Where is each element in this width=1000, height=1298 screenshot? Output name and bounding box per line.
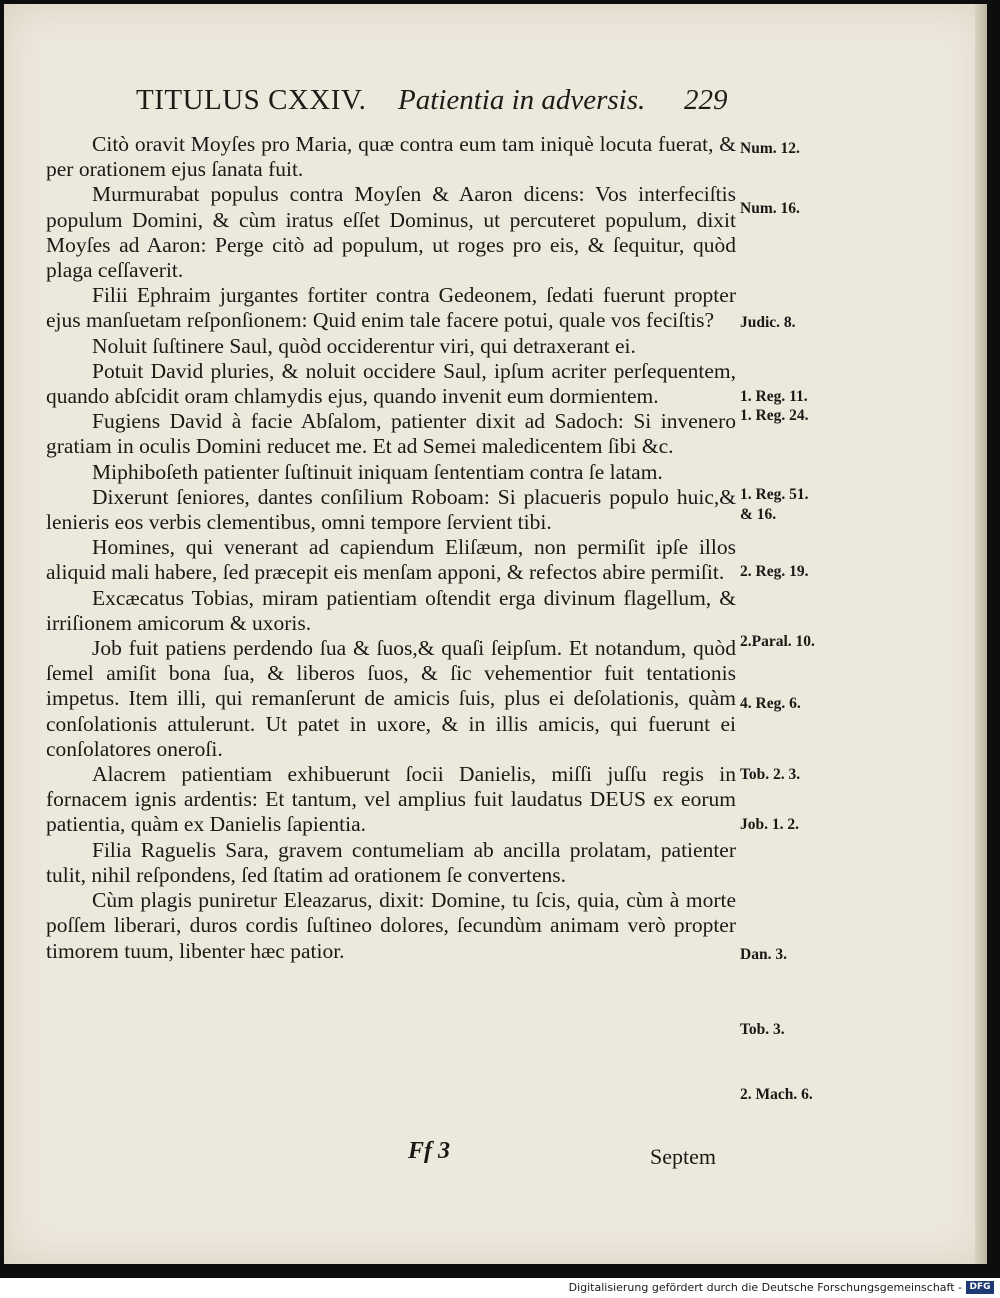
paragraph: Filii Ephraim jurgantes fortiter contra Gedeonem, ſedati fuerunt propter ejus manſuetam reſponſionem: Quid enim tale facere potui, quale vos feciſtis? — [46, 283, 736, 333]
paragraph: Job fuit patiens perdendo ſua & ſuos,& quaſi ſeipſum. Et notandum, quòd ſemel amiſit bona ſua, & liberos ſuos, & ſic vehementior fuit tentationis impetus. Item illi, qui remanſerunt de amicis ſuis, plus ei deſolationis, quàm conſolationis attulerunt. Ut patet in uxore, & in illis amicis, qui fuerunt ei conſolatores oneroſi. — [46, 636, 736, 761]
catchword: Septem — [650, 1144, 716, 1169]
marginal-reference: Judic. 8. — [740, 314, 796, 331]
marginal-reference: 2.Paral. 10. — [740, 633, 815, 650]
paragraph: Filia Raguelis Sara, gravem contumeliam ab ancilla prolatam, patienter tulit, nihil reſpondens, ſed ſtatim ad orationem ſe convertens. — [46, 837, 736, 887]
paragraph: Citò oravit Moyſes pro Maria, quæ contra eum tam iniquè locuta fuerat, & per orationem ejus ſanata fuit. — [46, 132, 736, 182]
paragraph: Fugiens David à facie Abſalom, patienter dixit ad Sadoch: Si invenero gratiam in oculis Domini reducet me. Et ad Semei maledicentem ſibi &c. — [46, 409, 736, 459]
signature-mark: Ff 3 — [408, 1138, 450, 1164]
page-number: 229 — [684, 84, 728, 116]
marginal-reference: 2. Reg. 19. — [740, 563, 809, 580]
digitization-footer — [0, 1278, 1000, 1298]
marginal-reference: Tob. 2. 3. — [740, 766, 801, 783]
marginal-reference: Num. 12. — [740, 140, 800, 157]
paragraph: Dixerunt ſeniores, dantes conſilium Roboam: Si placueris populo huic,& lenieris eos verbis clementibus, omni tempore ſervient tibi. — [46, 484, 736, 535]
running-head-subject: Patientia in adversis. — [398, 84, 646, 116]
paragraph: Alacrem patientiam exhibuerunt ſocii Danielis, miſſi juſſu regis in fornacem ignis ardentis: Et tantum, vel amplius fuit laudatus DEUS ex eorum patientia, quàm ex Danielis ſapientia. — [46, 762, 736, 837]
marginal-reference: Job. 1. 2. — [740, 816, 799, 833]
marginal-reference: 2. Mach. 6. — [740, 1086, 813, 1103]
marginal-reference: 1. Reg. 11. — [740, 388, 808, 405]
paragraph: Noluit ſuſtinere Saul, quòd occiderentur viri, qui detraxerant ei. — [92, 333, 636, 358]
marginal-reference: & 16. — [740, 506, 777, 523]
marginal-reference: Num. 16. — [740, 200, 800, 217]
paragraph: Cùm plagis puniretur Eleazarus, dixit: Domine, tu ſcis, quia, cùm à morte poſſem liberari, duros cordis ſuſtineo dolores, ſecundùm animam verò propter timorem tuum, libenter hæc patior. — [46, 888, 736, 963]
paragraph: Murmurabat populus contra Moyſen & Aaron dicens: Vos interfeciſtis populum Domini, & cùm iratus eſſet Dominus, ut percuteret populum, dixit Moyſes ad Aaron: Perge citò ad populum, ut roges pro eis, & ſequitur, quòd plaga ceſſaverit. — [46, 182, 736, 283]
footer-credit: Digitalisierung gefördert durch die Deutsche Forschungsgemeinschaft - — [568, 1281, 962, 1294]
marginal-reference: Tob. 3. — [740, 1021, 785, 1038]
paragraph: Homines, qui venerant ad capiendum Eliſæum, non permiſit ipſe illos aliquid mali habere, ſed præcepit eis menſam apponi, & refectos abire permiſit. — [46, 535, 736, 585]
paragraph: Miphiboſeth patienter ſuſtinuit iniquam ſententiam contra ſe latam. — [92, 459, 663, 484]
marginal-reference: 1. Reg. 51. — [740, 486, 809, 503]
marginal-reference: 1. Reg. 24. — [740, 407, 809, 424]
dfg-logo: DFG — [966, 1281, 994, 1294]
marginal-reference: 4. Reg. 6. — [740, 695, 801, 712]
paragraph: Excæcatus Tobias, miram patientiam oſtendit erga divinum flagellum, & irriſionem amicorum & uxoris. — [46, 585, 736, 635]
paragraph: Potuit David pluries, & noluit occidere Saul, ipſum acriter perſequentem, quando abſcidit oram chlamydis ejus, quando invenit eum dormientem. — [46, 358, 736, 409]
running-head-title: TITULUS CXXIV. — [136, 84, 367, 116]
marginal-reference: Dan. 3. — [740, 946, 787, 963]
